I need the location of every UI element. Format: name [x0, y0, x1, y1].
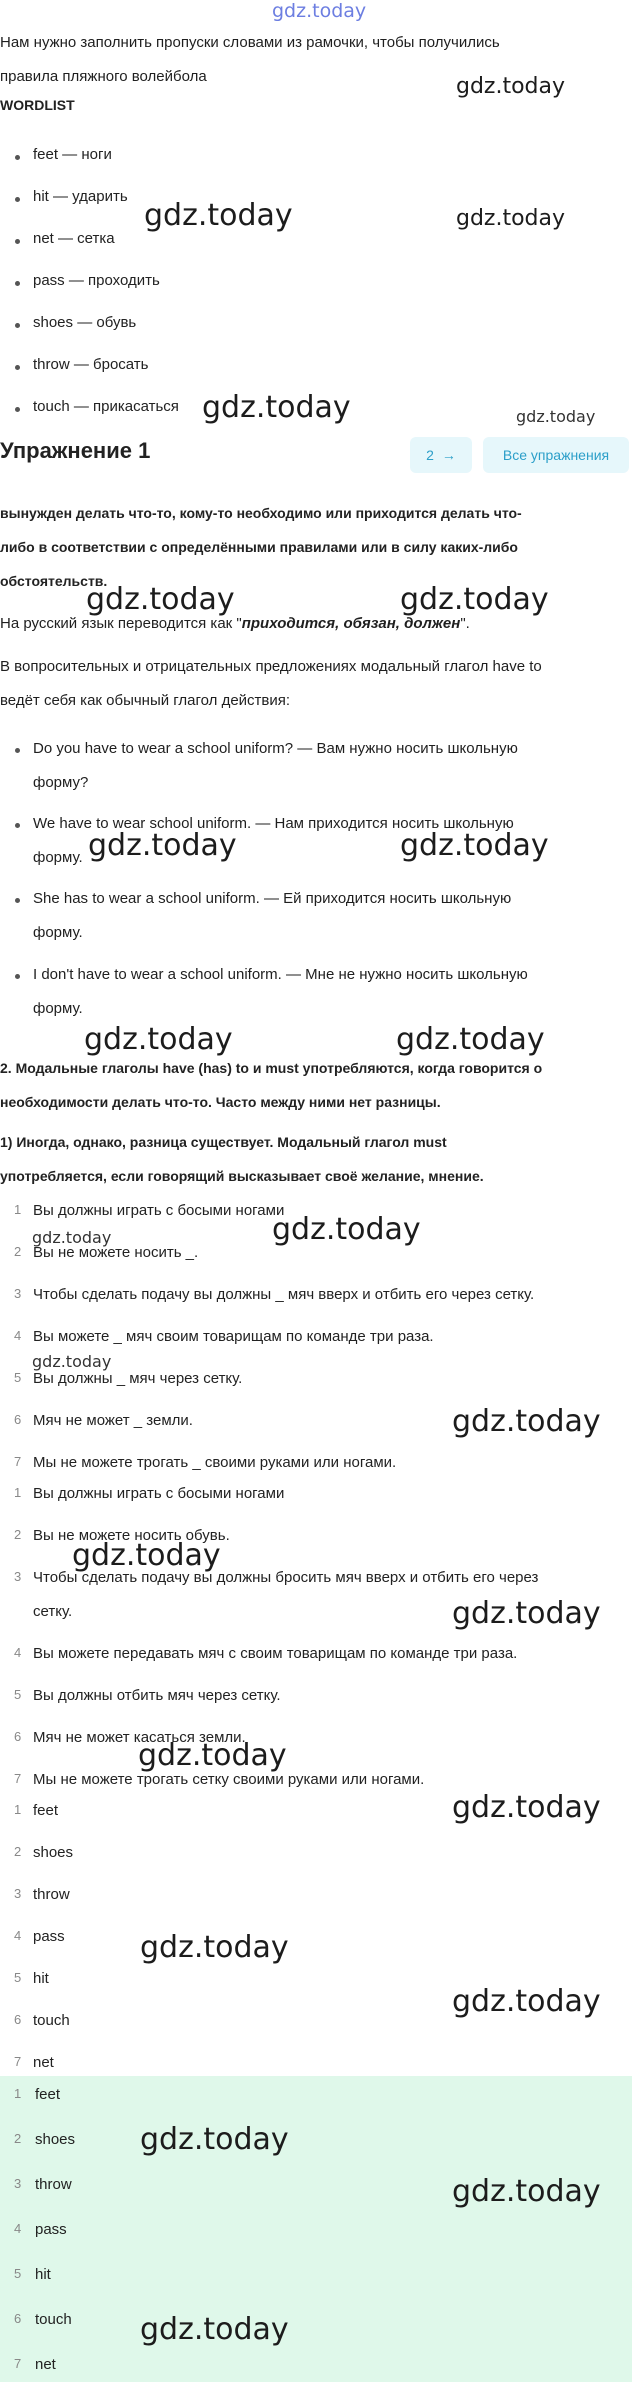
watermark: gdz.today [84, 1022, 233, 1057]
example-line: форму? [33, 774, 89, 791]
wordlist-item: throw — бросать [33, 356, 149, 373]
watermark: gdz.today [452, 1984, 601, 2019]
item-number: 6 [14, 1412, 22, 1427]
example-line: We have to wear school uniform. — Нам приходится носить школьную [33, 815, 514, 832]
item-text: Чтобы сделать подачу вы должны _ мяч вверх и отбить его через сетку. [33, 1286, 535, 1303]
item-text: Вы можете передавать мяч с своим товарищам по команде три раза. [33, 1645, 518, 1662]
translation-italic: приходится, обязан, должен [241, 615, 461, 632]
bullet-icon [15, 239, 20, 244]
item-text: Чтобы сделать подачу вы должны бросить мяч вверх и отбить его через [33, 1569, 539, 1586]
watermark: gdz.today [88, 828, 237, 863]
watermark: gdz.today [396, 1022, 545, 1057]
item-number: 6 [14, 1729, 22, 1744]
example-item [33, 958, 623, 1026]
watermark: gdz.today [452, 1596, 601, 1631]
bullet-icon [15, 365, 20, 370]
item-number: 2 [14, 1527, 22, 1542]
wordlist-item: pass — проходить [33, 272, 160, 289]
answer-text: shoes [35, 2131, 76, 2148]
wordlist-item: feet — ноги [33, 146, 112, 163]
watermark: gdz.today [452, 1404, 601, 1439]
item-text: сетку. [33, 1603, 73, 1620]
wordlist-title: WORDLIST [0, 97, 75, 113]
item-number: 3 [14, 1569, 22, 1584]
answer-text: feet [35, 2086, 61, 2103]
translation-suffix: ". [460, 615, 470, 632]
answer-text: shoes [33, 1844, 74, 1861]
bullet-icon [15, 748, 20, 753]
grammar-line: В вопросительных и отрицательных предложениях модальный глагол have to [0, 658, 542, 675]
bullet-icon [15, 323, 20, 328]
grammar-paragraph-3 [0, 1051, 612, 1119]
item-number: 4 [14, 2221, 22, 2236]
next-exercise-number: 2 [426, 447, 434, 463]
intro-text [0, 26, 612, 94]
item-number: 4 [14, 1928, 22, 1943]
grammar-line: употребляется, если говорящий высказывает своё желание, мнение. [0, 1168, 484, 1184]
watermark: gdz.today [144, 198, 293, 233]
bullet-icon [15, 407, 20, 412]
answer-text: feet [33, 1802, 59, 1819]
example-line: форму. [33, 1000, 83, 1017]
grammar-line: ведёт себя как обычный глагол действия: [0, 692, 291, 709]
watermark: gdz.today [140, 2122, 289, 2157]
grammar-line: обстоятельств. [0, 573, 108, 589]
grammar-line: либо в соответствии с определёнными правилами или в силу каких-либо [0, 539, 518, 555]
grammar-line: 1) Иногда, однако, разница существует. Модальный глагол must [0, 1134, 447, 1150]
watermark: gdz.today [202, 390, 351, 425]
answer-text: throw [33, 1886, 70, 1903]
item-text: Мяч не может касаться земли. [33, 1729, 246, 1746]
next-exercise-button[interactable] [410, 437, 472, 473]
item-number: 1 [14, 2086, 22, 2101]
arrow-right-icon: → [441, 447, 456, 463]
example-item [33, 882, 623, 950]
item-number: 7 [14, 1454, 22, 1469]
grammar-paragraph-1 [0, 496, 612, 598]
watermark: gdz.today [516, 407, 596, 426]
item-text: Вы должны _ мяч через сетку. [33, 1370, 243, 1387]
answer-text: throw [35, 2176, 72, 2193]
item-number: 1 [14, 1802, 22, 1817]
grammar-line: 2. Модальные глаголы have (has) to и must употребляются, когда говорится о [0, 1060, 543, 1076]
answer-text: touch [35, 2311, 72, 2328]
bullet-icon [15, 155, 20, 160]
watermark: gdz.today [400, 828, 549, 863]
translation-note [0, 608, 612, 640]
item-number: 4 [14, 1328, 22, 1343]
bullet-icon [15, 974, 20, 979]
answer-text: net [35, 2356, 56, 2373]
watermark: gdz.today [400, 582, 549, 617]
grammar-paragraph-4 [0, 1125, 612, 1193]
wordlist-item: net — сетка [33, 230, 115, 247]
watermark: gdz.today [86, 582, 235, 617]
answer-text: pass [35, 2221, 67, 2238]
bullet-icon [15, 281, 20, 286]
intro-line-1: Нам нужно заполнить пропуски словами из рамочки, чтобы получились [0, 34, 500, 51]
wordlist-item: shoes — обувь [33, 314, 137, 331]
example-line: I don't have to wear a school uniform. — Мне не нужно носить школьную [33, 966, 528, 983]
example-line: Do you have to wear a school uniform? — Вам нужно носить школьную [33, 740, 518, 757]
watermark: gdz.today [32, 1228, 112, 1247]
watermark: gdz.today [138, 1738, 287, 1773]
item-text: Мяч не может _ земли. [33, 1412, 193, 1429]
item-number: 4 [14, 1645, 22, 1660]
bullet-icon [15, 197, 20, 202]
watermark: gdz.today [456, 74, 566, 99]
item-number: 1 [14, 1485, 22, 1500]
exercise-title: Упражнение 1 [0, 438, 151, 463]
item-number: 3 [14, 1286, 22, 1301]
bullet-icon [15, 823, 20, 828]
item-text: Вы должны играть с босыми ногами [33, 1202, 285, 1219]
item-number: 7 [14, 2356, 22, 2371]
watermark: gdz.today [72, 1538, 221, 1573]
item-text: Вы можете _ мяч своим товарищам по команде три раза. [33, 1328, 434, 1345]
example-line: форму. [33, 924, 83, 941]
watermark: gdz.today [272, 1212, 421, 1247]
watermark: gdz.today [140, 2312, 289, 2347]
bullet-icon [15, 898, 20, 903]
watermark: gdz.today [452, 2174, 601, 2209]
item-number: 6 [14, 2311, 22, 2326]
wordlist-item: hit — ударить [33, 188, 128, 205]
grammar-paragraph-2 [0, 650, 612, 718]
example-item [33, 732, 623, 800]
item-number: 2 [14, 2131, 22, 2146]
item-number: 5 [14, 1687, 22, 1702]
item-number: 1 [14, 1202, 22, 1217]
answer-text: hit [35, 2266, 51, 2283]
site-logo[interactable]: gdz.today [272, 0, 367, 22]
all-exercises-button[interactable]: Все упражнения [483, 437, 629, 473]
highlighted-answers-panel [0, 2076, 632, 2382]
watermark: gdz.today [452, 1790, 601, 1825]
item-number: 7 [14, 1771, 22, 1786]
watermark: gdz.today [456, 206, 566, 231]
item-number: 2 [14, 1844, 22, 1859]
answer-text: net [33, 2054, 54, 2071]
item-number: 5 [14, 1970, 22, 1985]
answer-text: touch [33, 2012, 70, 2029]
answer-text: hit [33, 1970, 49, 1987]
item-number: 5 [14, 1370, 22, 1385]
watermark: gdz.today [32, 1352, 112, 1371]
item-number: 2 [14, 1244, 22, 1259]
example-item [33, 807, 623, 875]
item-text: Вы не можете носить обувь. [33, 1527, 230, 1544]
watermark: gdz.today [140, 1930, 289, 1965]
item-number: 7 [14, 2054, 22, 2069]
item-text: Вы не можете носить _. [33, 1244, 199, 1261]
grammar-line: необходимости делать что-то. Часто между ними нет разницы. [0, 1094, 441, 1110]
answer-text: pass [33, 1928, 65, 1945]
item-text: Мы не можете трогать сетку своими руками или ногами. [33, 1771, 425, 1788]
example-line: форму. [33, 849, 83, 866]
item-number: 3 [14, 2176, 22, 2191]
translation-prefix: На русский язык переводится как " [0, 615, 242, 632]
wordlist-item: touch — прикасаться [33, 398, 179, 415]
item-text: Вы должны играть с босыми ногами [33, 1485, 285, 1502]
intro-line-2: правила пляжного волейбола [0, 68, 207, 85]
item-number: 6 [14, 2012, 22, 2027]
example-line: She has to wear a school uniform. — Ей приходится носить школьную [33, 890, 512, 907]
item-text: Мы не можете трогать _ своими руками или ногами. [33, 1454, 397, 1471]
item-number: 5 [14, 2266, 22, 2281]
item-text: Вы должны отбить мяч через сетку. [33, 1687, 281, 1704]
item-number: 3 [14, 1886, 22, 1901]
grammar-line: вынужден делать что-то, кому-то необходимо или приходится делать что- [0, 505, 522, 521]
